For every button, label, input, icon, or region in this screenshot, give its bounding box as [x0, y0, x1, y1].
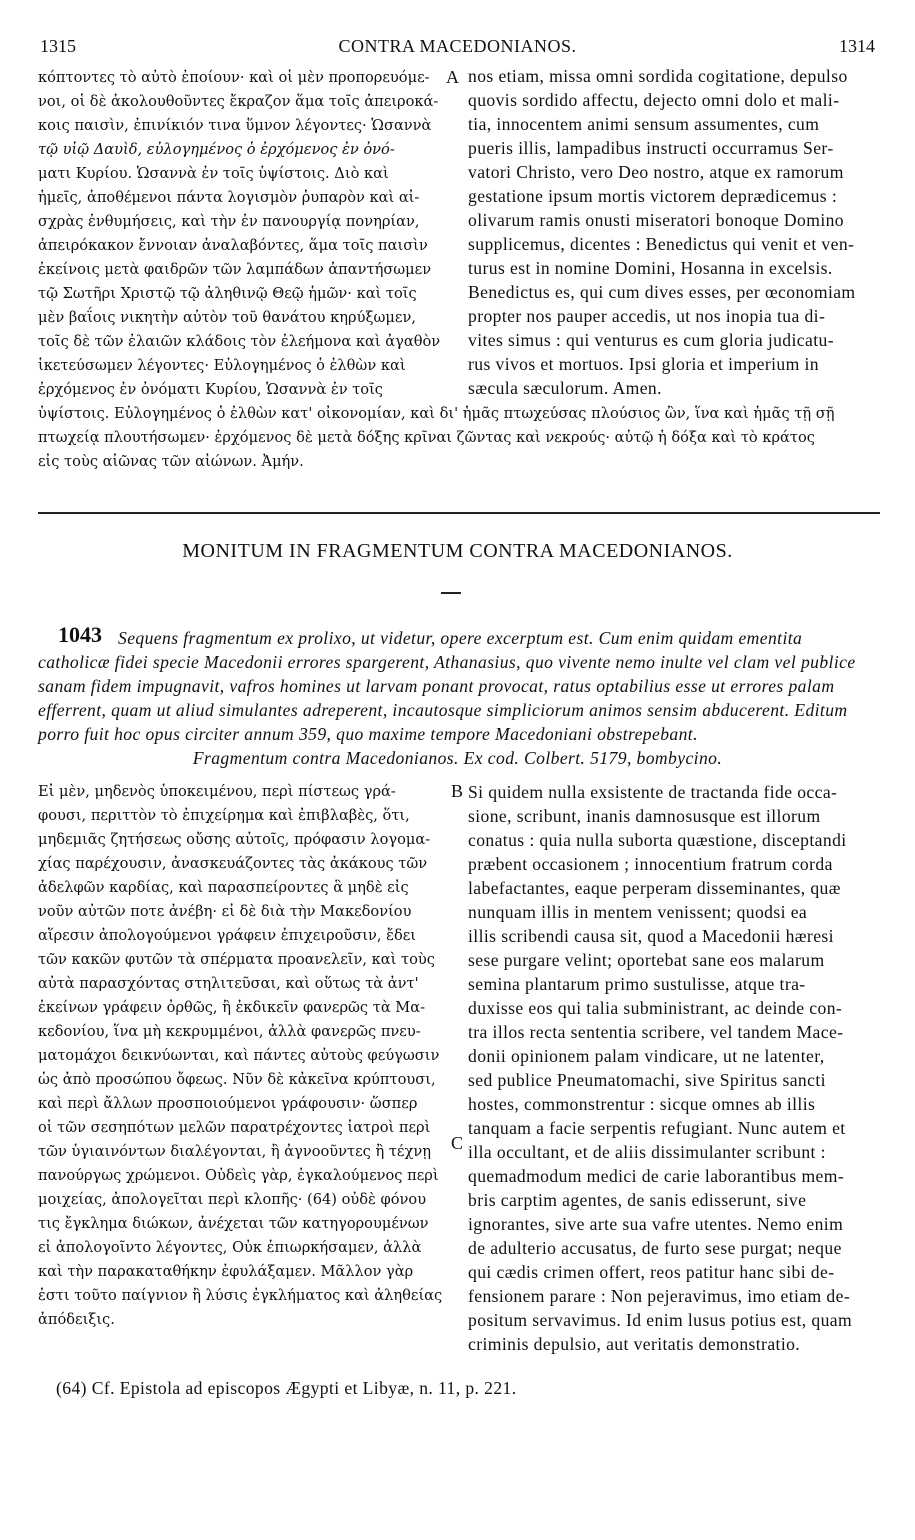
text-line: τις ἔγκλημα διώκων, ἀνέχεται τῶν κατηγορουμένων: [38, 1215, 429, 1232]
text-line: εἰ ἀπολογοῖντο λέγοντες, Οὐκ ἐπιωρκήσαμεν, ἀλλὰ: [38, 1239, 422, 1256]
text-line: donii opinionem palam vindicare, ut ne latenter,: [468, 1046, 825, 1066]
text-line: κεδονίου, ἵνα μὴ κεκρυμμένοι, ἀλλὰ φανερῶς πνευ-: [38, 1023, 421, 1040]
title-dash: [441, 592, 461, 594]
text-line: τῶν κακῶν φυτῶν τὰ σπέρματα προανελεῖν, καὶ τοὺς: [38, 951, 435, 968]
text-line: Si quidem nulla exsistente de tractanda fide occa-: [468, 782, 838, 802]
text-line: ὑψίστοις. Εὐλογημένος ὁ ἐλθὼν κατ' οἰκονομίαν, καὶ δι' ἡμᾶς πτωχεύσας πλούσιος ὢν, ἵνα καὶ ἡμᾶς τῇ σῇ: [38, 405, 835, 422]
text-line: μηδεμιᾶς ζητήσεως οὔσης αὐτοῖς, πρόφασιν λογομα-: [38, 831, 431, 848]
text-line: ignorantes, sive arte sua vafre utentes. Nemo enim: [468, 1214, 844, 1234]
text-line: ἐρχόμενος ἐν ὀνόματι Κυρίου, Ὡσαννὰ ἐν τοῖς: [38, 381, 383, 398]
text-line: turus est in nomine Domini, Hosanna in excelsis.: [468, 258, 833, 278]
text-line: porro fuit hoc opus circiter annum 359, quo maxime tempore Macedoniani obstrepebant.: [38, 724, 698, 744]
text-line: illa occultant, et de aliis dissimulanter scribunt :: [468, 1142, 826, 1162]
text-line: τῷ Σωτῆρι Χριστῷ τῷ ἀληθινῷ Θεῷ ἡμῶν· καὶ τοῖς: [38, 285, 417, 302]
text-line: ἀδελφῶν καρδίας, καὶ παρασπείροντες ἃ μηδὲ εἰς: [38, 879, 409, 896]
text-line: conatus : quia nulla suborta quæstione, disceptandi: [468, 830, 847, 850]
text-line: καὶ περὶ ἄλλων προσποιούμενοι γράφουσιν· ὥσπερ: [38, 1095, 418, 1112]
text-line: αὐτὰ παρασχόντας στηλιτεῦσαι, καὶ οὕτως τὰ ἀντ': [38, 975, 419, 992]
text-line: vatori Christo, vero Deo nostro, atque ex ramorum: [468, 162, 844, 182]
source-line: Fragmentum contra Macedonianos. Ex cod. Colbert. 5179, bombycino.: [192, 748, 723, 768]
text-line: qui cædis crimen offert, reos patitur hanc sibi de-: [468, 1262, 835, 1282]
margin-letter-c: C: [451, 1133, 464, 1153]
text-line: criminis depulsio, aut veritatis demonstratio.: [468, 1334, 801, 1354]
text-line: ἐκείνων γράφειν ὀρθῶς, ἢ ἐκδικεῖν φανερῶς τὰ Μα-: [38, 999, 426, 1016]
text-line: gestatione ipsum mortis victorem deprædicemus :: [468, 186, 838, 206]
text-line: sed publice Pneumatomachi, sive Spiritus sancti: [468, 1070, 826, 1090]
text-line: rus vivos et mortuos. Ipsi gloria et imperium in: [468, 354, 819, 374]
text-line: sanam fidem impugnavit, vafros homines ut larvam ponant provocat, ratus optabilius esse ut errores palam: [38, 676, 835, 696]
text-line: duxisse eos qui talia subministrant, ac deinde con-: [468, 998, 843, 1018]
text-line: olivarum ramis onusti miseratori bonoque Domino: [468, 210, 845, 230]
text-line: catholicæ fidei specie Macedonii errores spargerent, Athanasius, quo vivente nemo inulte vel clam vel publice: [38, 652, 856, 672]
text-line: ἡμεῖς, ἀποθέμενοι πάντα λογισμὸν ῥυπαρὸν καὶ αἰ-: [38, 189, 420, 206]
text-line: de adulterio accusatus, de furto sese purgat; neque: [468, 1238, 842, 1258]
text-line: ἀπειρόκακον ἔννοιαν ἀναλαβόντες, ἅμα τοῖς παισὶν: [38, 237, 428, 254]
text-line: sione, scribunt, inanis damnosusque est illorum: [468, 806, 821, 826]
text-line: quemadmodum medici de carie laborantibus mem-: [468, 1166, 845, 1186]
text-line: sæcula sæculorum. Amen.: [468, 378, 662, 398]
text-line: φουσι, περιττὸν τὸ ἐπιχείρημα καὶ ἐπιβλαβὲς, ὅτι,: [38, 807, 410, 824]
text-line: propter nos pauper accedis, ut nos inopia tua di-: [468, 306, 826, 326]
text-line: illis scribendi causa sit, quod a Macedonii hæresi: [468, 926, 834, 946]
section-divider: [38, 512, 880, 514]
page-number-left: 1315: [40, 36, 76, 56]
text-line: κοις παισὶν, ἐπινίκιόν τινα ὕμνον λέγοντες· Ὡσαννὰ: [38, 117, 432, 134]
text-line: τοῖς δὲ τῶν ἐλαιῶν κλάδοις τὸν ἐλεήμονα καὶ ἀγαθὸν: [38, 333, 441, 350]
text-line: χίας παρέχουσιν, ἀνασκευάζοντες τὰς ἀκάκους τῶν: [38, 855, 428, 872]
text-line: εἰς τοὺς αἰῶνας τῶν αἰώνων. Ἀμήν.: [38, 453, 304, 470]
text-line: μοιχείας, ἀπολογεῖται περὶ κλοπῆς· (64) οὐδὲ φόνου: [38, 1191, 427, 1208]
text-line: positum servavimus. Id enim lusus potius est, quam: [468, 1310, 853, 1330]
text-line: tra illos recta sententia scribere, vel tandem Mace-: [468, 1022, 844, 1042]
text-line: τῷ υἱῷ Δαυὶδ, εὐλογημένος ὁ ἐρχόμενος ἐν ὀνό-: [38, 141, 395, 158]
text-line: οἱ τῶν σεσηπότων μελῶν παρατρέχοντες ἰατροὶ περὶ: [38, 1119, 431, 1136]
text-line: ἀπόδειξις.: [38, 1311, 115, 1328]
column-number: 1043: [58, 622, 102, 647]
text-line: hostes, commonstrentur : sicque omnes ab illis: [468, 1094, 816, 1114]
text-line: νοι, οἱ δὲ ἀκολουθοῦντες ἔκραζον ἅμα τοῖς ἀπειροκά-: [38, 93, 439, 110]
text-line: præbent occasionem ; innocentium fratrum corda: [468, 854, 833, 874]
text-line: ματομάχοι δεικνύωνται, καὶ πάντες αὐτοὺς φεύγωσιν: [38, 1047, 440, 1064]
text-line: ἐκείνοις μετὰ φαιδρῶν τῶν λαμπάδων ἀπαντήσωμεν: [38, 261, 432, 278]
text-line: τῶν ὑγιαινόντων διαλέγονται, ἢ ἀγνοοῦντες ἢ τέχνῃ: [38, 1143, 431, 1160]
text-line: ἐστι τοῦτο παίγνιον ἢ λύσις ἐγκλήματος καὶ ἀληθείας: [38, 1287, 443, 1304]
text-line: labefactantes, eaque perperam disseminantes, quæ: [468, 878, 841, 898]
text-line: supplicemus, dicentes : Benedictus qui venit et ven-: [468, 234, 855, 254]
page-number-right: 1314: [839, 36, 875, 56]
text-line: nunquam illis in mentem venissent; quodsi ea: [468, 902, 808, 922]
text-line: vites simus : qui venturus es cum gloria judicatu-: [468, 330, 834, 350]
text-line: πανούργως χρώμενοι. Οὐδεὶς γὰρ, ἐγκαλούμενος περὶ: [38, 1167, 439, 1184]
text-line: σχρὰς ἐνθυμήσεις, καὶ τὴν ἐν πανουργίᾳ πονηρίαν,: [38, 213, 420, 230]
text-line: quovis sordido affectu, dejecto omni dolo et mali-: [468, 90, 840, 110]
text-line: καὶ τὴν παρακαταθήκην ἐφυλάξαμεν. Μᾶλλον γὰρ: [38, 1263, 414, 1280]
text-line: sese purgare velint; oportebat sane eos malarum: [468, 950, 825, 970]
text-line: ὡς ἀπὸ προσώπου ὄφεως. Νῦν δὲ κἀκεῖνα κρύπτουσι,: [38, 1071, 436, 1088]
text-line: ἱκετεύσωμεν λέγοντες· Εὐλογημένος ὁ ἐλθὼν καὶ: [38, 357, 406, 374]
margin-letter-a: A: [446, 67, 459, 87]
text-line: efferrent, quam ut aliud simulantes adreperent, incautosque simpliciorum animos sensim abducerent. Editum: [38, 700, 848, 720]
text-line: semina plantarum primo sustulisse, atque tra-: [468, 974, 806, 994]
text-line: Benedictus es, qui cum dives esses, per œconomiam: [468, 282, 856, 302]
text-line: tia, innocentem animi sensum assumentes, cum: [468, 114, 820, 134]
monitum-title: MONITUM IN FRAGMENTUM CONTRA MACEDONIANOS.: [182, 540, 733, 562]
text-line: pueris illis, lampadibus instructi occurramus Ser-: [468, 138, 834, 158]
text-line: νοῦν αὐτῶν ποτε ἀνέβη· εἰ δὲ διὰ τὴν Μακεδονίου: [38, 903, 412, 920]
text-line: Εἰ μὲν, μηδενὸς ὑποκειμένου, περὶ πίστεως γρά-: [38, 783, 396, 800]
margin-letter-b: B: [451, 781, 464, 801]
running-title: CONTRA MACEDONIANOS.: [338, 36, 577, 56]
text-line: fensionem parare : Non pejeravimus, imo etiam de-: [468, 1286, 851, 1306]
text-line: tanquam a facie serpentis refugiant. Nunc autem et: [468, 1118, 846, 1138]
text-line: κόπτοντες τὸ αὐτὸ ἐποίουν· καὶ οἱ μὲν προπορευόμε-: [38, 69, 430, 86]
footnote: (64) Cf. Epistola ad episcopos Ægypti et Libyæ, n. 11, p. 221.: [56, 1378, 517, 1398]
text-line: μὲν βαΐοις νικητὴν αὐτὸν τοῦ θανάτου κηρύξωμεν,: [38, 309, 416, 326]
text-line: πτωχείᾳ πλουτήσωμεν· ἐρχόμενος δὲ μετὰ δόξης κρῖναι ζῶντας καὶ νεκρούς· αὐτῷ ἡ δόξα καὶ τὸ κράτος: [38, 429, 815, 446]
text-line: ματι Κυρίου. Ὡσαννὰ ἐν τοῖς ὑψίστοις. Διὸ καὶ: [38, 165, 389, 182]
text-line: Sequens fragmentum ex prolixo, ut videtur, opere excerptum est. Cum enim quidam ementita: [118, 628, 803, 648]
text-line: nos etiam, missa omni sordida cogitatione, depulso: [468, 66, 848, 86]
text-line: bris carptim agentes, de sanis edisserunt, sive: [468, 1190, 807, 1210]
text-line: αἵρεσιν ἀπολογούμενοι γράφειν ἐπιχειροῦσιν, ἔδει: [38, 927, 417, 944]
